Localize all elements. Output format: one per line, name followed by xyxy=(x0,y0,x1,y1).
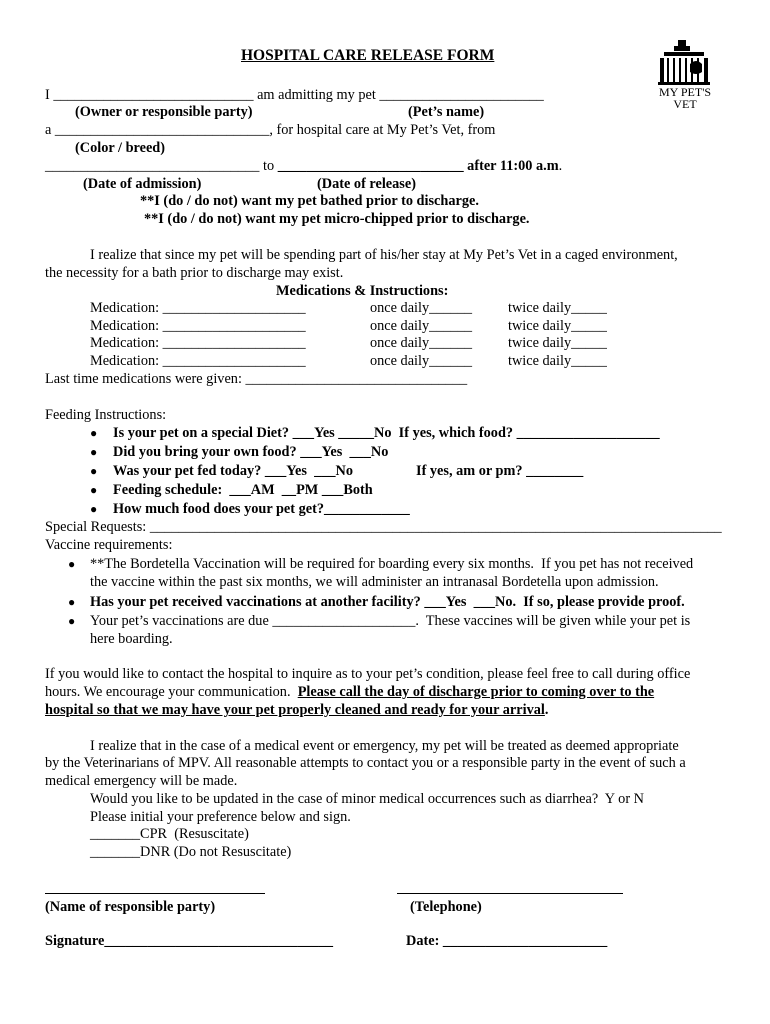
emergency-para-line2: by the Veterinarians of MPV. All reasonable attempts to contact you or a responsible party in the event of such a xyxy=(45,755,686,771)
emergency-para-line1: I realize that in the case of a medical event or emergency, my pet will be treated as deemed appropriate xyxy=(90,738,679,754)
vaccine-due-line2: here boarding. xyxy=(90,631,173,647)
responsible-party-label: (Name of responsible party) xyxy=(45,899,216,915)
date-field: Date: _______________________ xyxy=(406,933,608,949)
feeding-heading: Feeding Instructions: xyxy=(45,407,167,423)
microchip-preference: **I (do / do not) want my pet micro-chipped prior to discharge. xyxy=(144,211,530,227)
bullet-icon: ● xyxy=(68,595,76,609)
last-medication-time: Last time medications were given: _______________________________ xyxy=(45,371,468,387)
dnr-option: _______DNR (Do not Resuscitate) xyxy=(90,844,292,860)
vaccine-bordetella-line1: **The Bordetella Vaccination will be required for boarding every six months. If you pet has not received xyxy=(90,556,694,572)
contact-para-line3-text: hospital so that we may have your pet properly cleaned and ready for your arrival xyxy=(45,702,545,718)
special-requests: Special Requests: ________________________________________________________________________________ xyxy=(45,519,722,535)
dates-line-period: . xyxy=(558,158,563,174)
dates-line xyxy=(45,157,562,175)
logo-text-line2: VET xyxy=(673,97,697,111)
caged-para-line2: the necessity for a bath prior to discharge may exist. xyxy=(45,265,344,281)
bullet-icon: ● xyxy=(90,464,98,478)
bullet-icon: ● xyxy=(90,502,98,516)
initial-instruction: Please initial your preference below and sign. xyxy=(90,809,351,825)
feeding-q-schedule: Feeding schedule: ___AM __PM ___Both xyxy=(113,482,373,498)
medication-twice-4: twice daily_____ xyxy=(508,353,607,369)
color-breed-label: (Color / breed) xyxy=(75,140,166,156)
medication-once-3: once daily______ xyxy=(370,335,473,351)
vaccine-due-line1: Your pet’s vaccinations are due ____________________. These vaccines will be given while your pet is xyxy=(90,613,691,629)
minor-updates-question: Would you like to be updated in the case of minor medical occurrences such as diarrhea? Y or N xyxy=(90,791,644,807)
pet-name-label: (Pet’s name) xyxy=(408,104,485,120)
medication-row-2: Medication: ____________________ xyxy=(90,318,306,334)
vaccine-heading: Vaccine requirements: xyxy=(45,537,173,553)
medication-twice-2: twice daily_____ xyxy=(508,318,607,334)
feeding-q-own-food: Did you bring your own food? ___Yes ___No xyxy=(113,444,389,460)
medication-once-1: once daily______ xyxy=(370,300,473,316)
form-title: HOSPITAL CARE RELEASE FORM xyxy=(241,47,495,64)
medication-row-1: Medication: ____________________ xyxy=(90,300,306,316)
contact-para-line1: If you would like to contact the hospital to inquire as to your pet’s condition, please feel free to call during office xyxy=(45,666,691,682)
medications-heading: Medications & Instructions: xyxy=(276,283,449,299)
medication-once-2: once daily______ xyxy=(370,318,473,334)
admission-blank: ______________________________ to xyxy=(45,158,278,174)
feeding-q-amount: How much food does your pet get?____________ xyxy=(113,501,410,517)
feeding-q-am-pm: If yes, am or pm? ________ xyxy=(416,463,584,479)
medication-twice-1: twice daily_____ xyxy=(508,300,607,316)
release-blank: __________________________ after 11:00 a.m xyxy=(277,158,559,174)
bullet-icon: ● xyxy=(68,614,76,628)
release-label: (Date of release) xyxy=(317,176,416,192)
cpr-option: _______CPR (Resuscitate) xyxy=(90,826,249,842)
emergency-para-line3: medical emergency will be made. xyxy=(45,773,238,789)
name-signature-line xyxy=(45,893,265,894)
logo-text-line1: MY PET'S xyxy=(658,85,712,99)
signature-field: Signature________________________________ xyxy=(45,933,334,949)
bullet-icon: ● xyxy=(68,557,76,571)
color-line: a ______________________________, for hospital care at My Pet’s Vet, from xyxy=(45,122,496,138)
logo-text xyxy=(655,86,715,110)
admission-label: (Date of admission) xyxy=(83,176,202,192)
medication-once-4: once daily______ xyxy=(370,353,473,369)
medication-row-3: Medication: ____________________ xyxy=(90,335,306,351)
bullet-icon: ● xyxy=(90,483,98,497)
contact-para-line3-end: . xyxy=(544,702,549,718)
vaccine-other-facility: Has your pet received vaccinations at another facility? ___Yes ___No. If so, please provide proof. xyxy=(90,594,685,610)
bullet-icon: ● xyxy=(90,445,98,459)
telephone-label: (Telephone) xyxy=(410,899,482,915)
telephone-signature-line xyxy=(397,893,623,894)
caged-para-line1: I realize that since my pet will be spending part of his/her stay at My Pet’s Vet in a caged environment, xyxy=(90,247,678,263)
feeding-q-fed-today: Was your pet fed today? ___Yes ___No xyxy=(113,463,354,479)
contact-para-line2-b: Please call the day of discharge prior to coming over to the xyxy=(297,684,655,700)
bullet-icon: ● xyxy=(90,426,98,440)
contact-para-line3 xyxy=(45,701,548,719)
bath-preference: **I (do / do not) want my pet bathed prior to discharge. xyxy=(140,193,479,209)
owner-label: (Owner or responsible party) xyxy=(75,104,253,120)
medication-row-4: Medication: ____________________ xyxy=(90,353,306,369)
contact-para-line2-a: hours. We encourage your communication. xyxy=(45,684,298,700)
vaccine-bordetella-line2: the vaccine within the past six months, we will administer an intranasal Bordetella upon admission. xyxy=(90,574,659,590)
medication-twice-3: twice daily_____ xyxy=(508,335,607,351)
feeding-q-diet: Is your pet on a special Diet? ___Yes _____No If yes, which food? ____________________ xyxy=(113,425,660,441)
contact-para-line2 xyxy=(45,683,654,701)
owner-pet-line: I ____________________________ am admitting my pet _______________________ xyxy=(45,87,544,103)
